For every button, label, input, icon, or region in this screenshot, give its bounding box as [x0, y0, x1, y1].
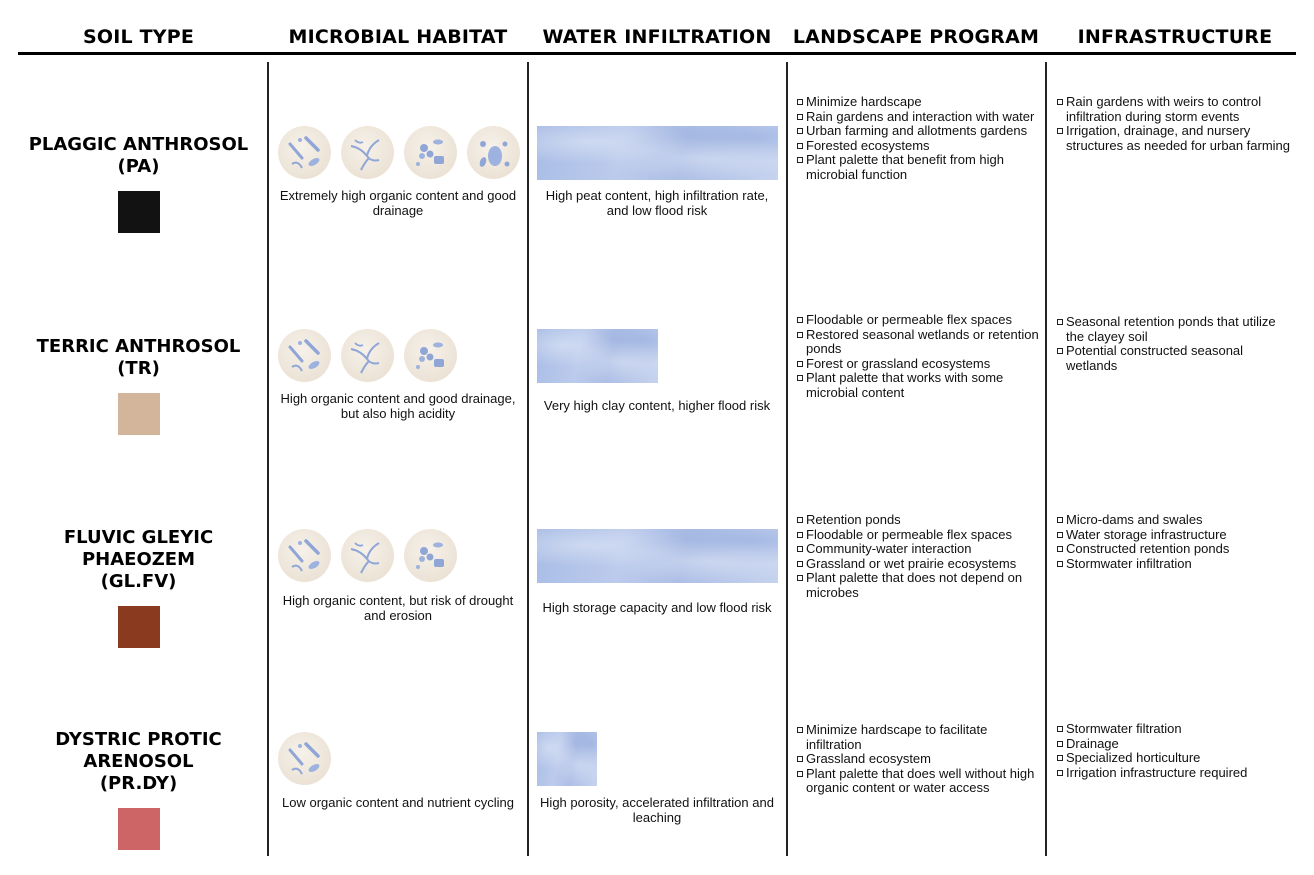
column-divider — [267, 62, 269, 856]
infrastructure-item: Seasonal retention ponds that utilize the clayey soil — [1057, 315, 1297, 344]
landscape-program-item: Minimize hardscape to facilitate infiltration — [797, 723, 1039, 752]
header-rule — [18, 52, 1296, 55]
infrastructure-list — [1057, 513, 1297, 571]
soil-color-swatch — [118, 393, 160, 435]
landscape-program-item: Grassland ecosystem — [797, 752, 1039, 767]
infrastructure-list — [1057, 95, 1297, 153]
landscape-program-item: Forested ecosystems — [797, 139, 1039, 154]
landscape-program-item: Floodable or permeable flex spaces — [797, 313, 1039, 328]
infrastructure-item: Irrigation, drainage, and nursery structures as needed for urban farming — [1057, 124, 1297, 153]
landscape-program-item: Plant palette that does not depend on microbes — [797, 571, 1039, 600]
water-infiltration-bar — [537, 529, 778, 583]
soil-type-cell — [18, 527, 259, 648]
infrastructure-list — [1057, 722, 1297, 780]
microbe-icon — [278, 126, 331, 179]
soil-color-swatch — [118, 808, 160, 850]
landscape-program-item: Grassland or wet prairie ecosystems — [797, 557, 1039, 572]
water-infiltration-bar — [537, 732, 597, 786]
column-divider — [1045, 62, 1047, 856]
landscape-program-list — [797, 723, 1039, 796]
microbe-icon — [278, 329, 331, 382]
infrastructure-item: Drainage — [1057, 737, 1297, 752]
soil-color-swatch — [118, 606, 160, 648]
soil-name: FLUVIC GLEYIC — [63, 527, 214, 548]
landscape-program-item: Retention ponds — [797, 513, 1039, 528]
soil-type-cell — [18, 729, 259, 850]
microbe-circles — [278, 126, 520, 180]
water-caption: High porosity, accelerated infiltration and leaching — [540, 795, 774, 825]
column-divider — [527, 62, 529, 856]
water-caption: High peat content, high infiltration rate, and low flood risk — [545, 188, 769, 218]
landscape-program-item: Forest or grassland ecosystems — [797, 357, 1039, 372]
soil-name: PHAEOZEM — [81, 549, 196, 570]
header-water-infiltration: WATER INFILTRATION — [542, 26, 772, 48]
soil-name: (TR) — [117, 358, 160, 379]
landscape-program-item: Rain gardens and interaction with water — [797, 110, 1039, 125]
infrastructure-item: Irrigation infrastructure required — [1057, 766, 1297, 781]
water-infiltration-bar — [537, 329, 658, 383]
infrastructure-item: Potential constructed seasonal wetlands — [1057, 344, 1297, 373]
landscape-program-item: Plant palette that benefit from high microbial function — [797, 153, 1039, 182]
header-landscape-program: LANDSCAPE PROGRAM — [792, 26, 1040, 48]
infrastructure-item: Specialized horticulture — [1057, 751, 1297, 766]
water-caption: Very high clay content, higher flood risk — [543, 398, 771, 413]
landscape-program-list — [797, 313, 1039, 401]
water-caption: High storage capacity and low flood risk — [542, 600, 772, 615]
header-infrastructure: INFRASTRUCTURE — [1077, 26, 1273, 48]
infrastructure-item: Stormwater filtration — [1057, 722, 1297, 737]
microbe-icon — [341, 126, 394, 179]
soil-name: DYSTRIC PROTIC — [55, 729, 222, 750]
microbial-caption: Extremely high organic content and good drainage — [279, 188, 517, 218]
soil-name: ARENOSOL — [83, 751, 194, 772]
microbial-caption: High organic content and good drainage, but also high acidity — [280, 391, 516, 421]
soil-type-cell — [18, 336, 259, 435]
water-infiltration-bar — [537, 126, 778, 180]
microbe-icon — [404, 529, 457, 582]
soil-name: PLAGGIC ANTHROSOL — [28, 134, 249, 155]
infrastructure-item: Micro-dams and swales — [1057, 513, 1297, 528]
soil-name: (PR.DY) — [99, 773, 178, 794]
microbe-circles — [278, 329, 457, 383]
infrastructure-item: Rain gardens with weirs to control infiltration during storm events — [1057, 95, 1297, 124]
infrastructure-list — [1057, 315, 1297, 373]
landscape-program-item: Floodable or permeable flex spaces — [797, 528, 1039, 543]
header-soil-type: SOIL TYPE — [82, 26, 195, 48]
microbe-icon — [278, 529, 331, 582]
microbe-icon — [278, 732, 331, 785]
landscape-program-item: Minimize hardscape — [797, 95, 1039, 110]
microbe-icon — [467, 126, 520, 179]
infrastructure-item: Water storage infrastructure — [1057, 528, 1297, 543]
microbe-icon — [404, 329, 457, 382]
soil-name: (PA) — [117, 156, 160, 177]
soil-name: TERRIC ANTHROSOL — [36, 336, 241, 357]
column-divider — [786, 62, 788, 856]
soil-name: (GL.FV) — [100, 571, 177, 592]
landscape-program-item: Community-water interaction — [797, 542, 1039, 557]
microbe-circles — [278, 529, 457, 583]
soil-color-swatch — [118, 191, 160, 233]
microbe-circles — [278, 732, 331, 786]
header-microbial-habitat: MICROBIAL HABITAT — [288, 26, 508, 48]
microbial-caption: Low organic content and nutrient cycling — [282, 795, 514, 810]
landscape-program-item: Urban farming and allotments gardens — [797, 124, 1039, 139]
landscape-program-item: Plant palette that works with some microbial content — [797, 371, 1039, 400]
soil-type-cell — [18, 134, 259, 233]
landscape-program-item: Restored seasonal wetlands or retention ponds — [797, 328, 1039, 357]
landscape-program-list — [797, 513, 1039, 601]
microbe-icon — [341, 329, 394, 382]
landscape-program-item: Plant palette that does well without high organic content or water access — [797, 767, 1039, 796]
microbial-caption: High organic content, but risk of drought and erosion — [282, 593, 514, 623]
microbe-icon — [404, 126, 457, 179]
infrastructure-item: Stormwater infiltration — [1057, 557, 1297, 572]
landscape-program-list — [797, 95, 1039, 183]
infrastructure-item: Constructed retention ponds — [1057, 542, 1297, 557]
microbe-icon — [341, 529, 394, 582]
